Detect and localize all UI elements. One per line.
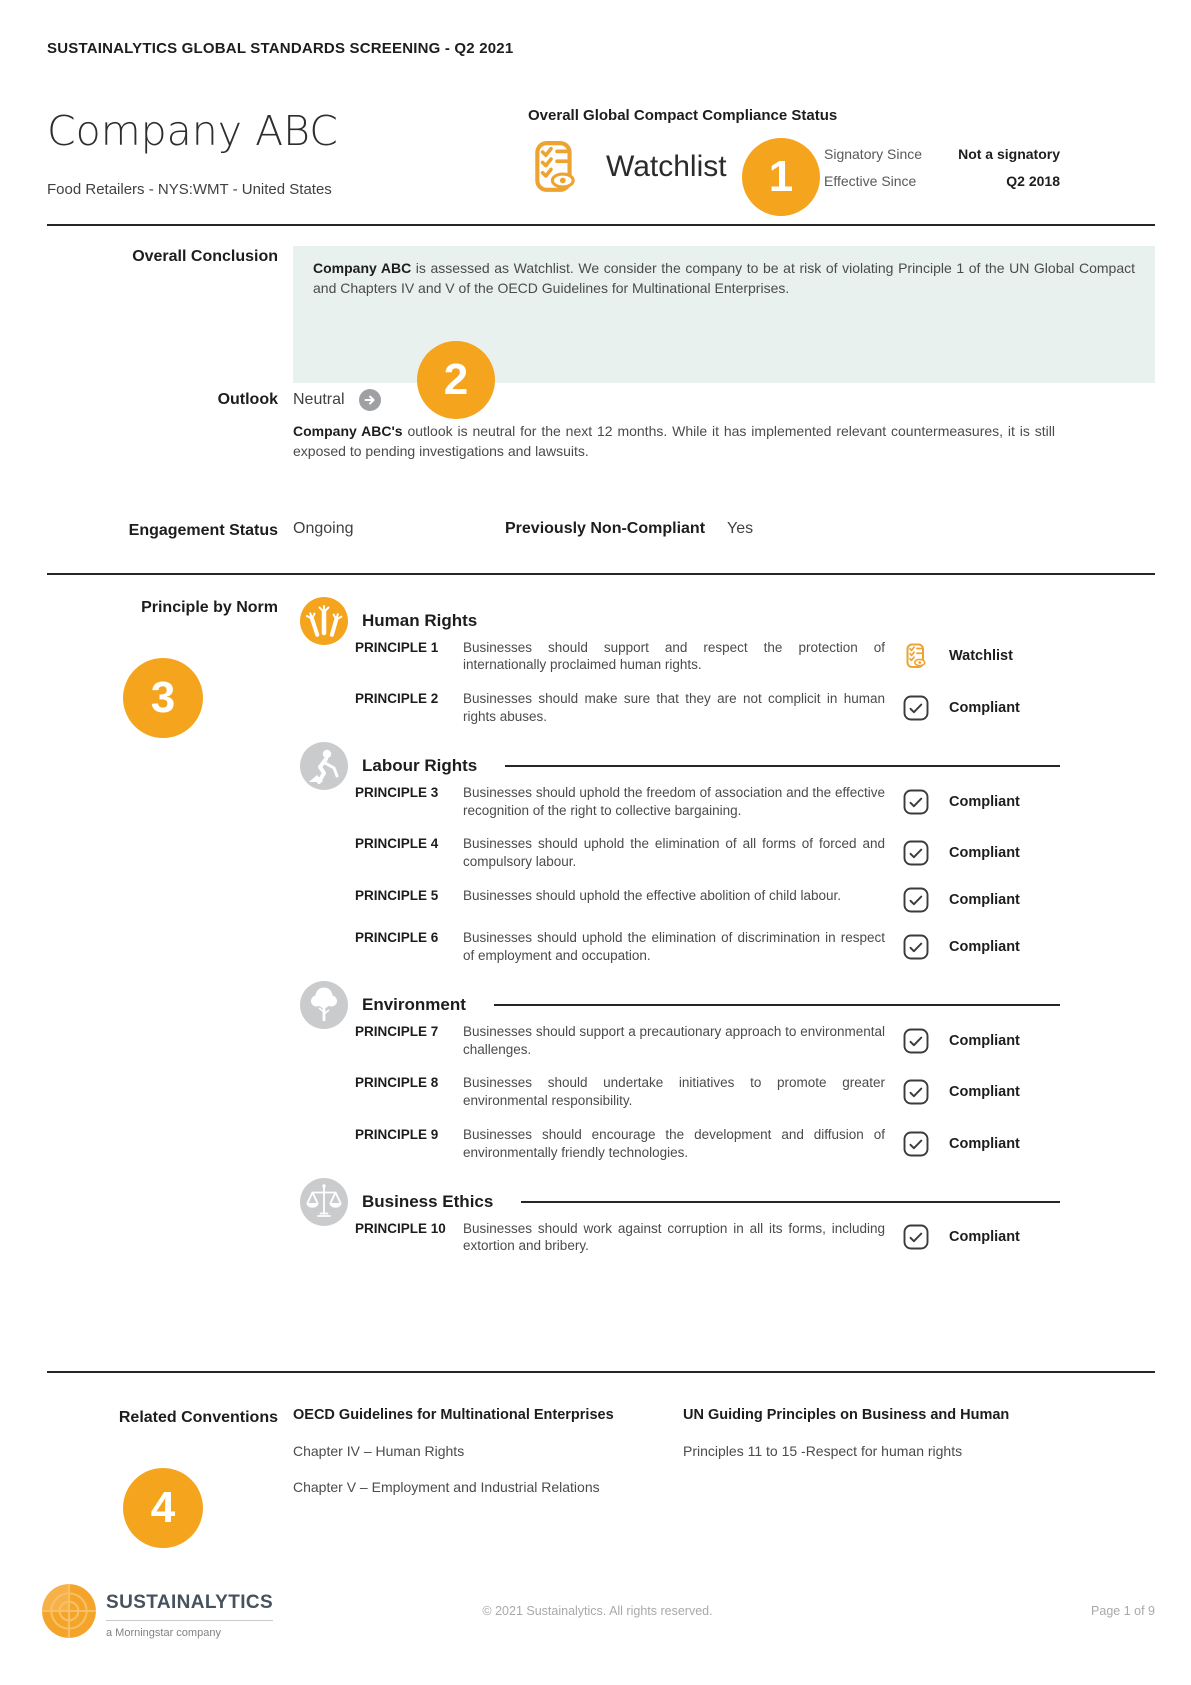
outlook-value: Neutral [293,391,345,408]
principle-status [903,1131,1060,1157]
divider [47,224,1155,226]
principle-id: PRINCIPLE 4 [355,836,439,852]
principle-group [293,981,1060,1162]
step-2-badge [417,341,495,419]
principle-id: PRINCIPLE 2 [355,691,439,707]
convention-item: Principles 11 to 15 -Respect for human rights [683,1443,963,1460]
status-label: Compliant [949,1229,1020,1246]
compliant-checkbox-icon [903,1131,929,1157]
compliant-checkbox-icon [903,1224,929,1250]
conclusion-company-name: Company ABC [313,260,412,276]
status-label: Compliant [949,938,1020,955]
principle-id: PRINCIPLE 10 [355,1220,446,1236]
principle-id: PRINCIPLE 1 [355,639,439,655]
badge-number: 2 [443,355,469,404]
status-label: Compliant [949,700,1020,717]
group-title: Business Ethics [362,1191,494,1211]
principle-description: Businesses should encourage the development and diffusion of environmentally friendly technologies. [463,1126,885,1160]
principle-status [903,695,1060,721]
outlook-label: Outlook [217,391,278,408]
step-3-badge [123,658,203,738]
principle-row [293,690,1060,726]
principle-status [903,934,1060,960]
status-label: Compliant [949,793,1020,810]
convention-title: UN Guiding Principles on Business and Human [683,1407,1010,1424]
outlook-company-name: Company ABC's [293,423,403,439]
principle-status [903,840,1060,866]
company-subtitle: Food Retailers - NYS:WMT - United States [47,181,332,198]
badge-number: 3 [150,673,176,722]
principle-group-header [293,597,1060,645]
engagement-status-label: Engagement Status [128,521,278,539]
principle-group [293,597,1060,726]
principle-description: Businesses should uphold the freedom of association and the effective recognition of the right to collective bargaining. [463,784,885,818]
effective-since-label: Effective Since [824,172,917,189]
principle-by-norm-section [47,597,1155,1272]
related-conventions-columns [293,1407,1155,1495]
principle-row [293,639,1060,675]
principle-id: PRINCIPLE 5 [355,888,439,904]
human-rights-icon [300,597,348,645]
convention-title: OECD Guidelines for Multinational Enterprises [293,1407,614,1424]
page-footer [40,1582,1155,1640]
principle-status [903,887,1060,913]
principle-status [903,1079,1060,1105]
principle-status [903,1224,1060,1250]
principle-group-header [293,742,1060,790]
company-name: Company ABC [47,107,338,155]
convention-column [683,1407,1155,1495]
watchlist-icon [903,643,929,669]
compliant-checkbox-icon [903,1028,929,1054]
related-conventions-label: Related Conventions [118,1409,278,1427]
divider [47,573,1155,575]
related-conventions-section [47,1407,1155,1495]
principles-list [293,597,1060,1256]
principle-description: Businesses should work against corruption in all its forms, including extortion and bribery. [463,1220,885,1254]
signatory-since-value: Not a signatory [958,145,1060,162]
outlook-paragraph [293,421,1055,462]
group-title: Human Rights [362,610,478,630]
principle-row [293,1074,1060,1110]
principle-group [293,742,1060,965]
principle-status [903,789,1060,815]
page-number: Page 1 of 9 [1091,1604,1155,1618]
logo-divider [106,1620,273,1621]
compliant-checkbox-icon [903,887,929,913]
labour-rights-icon [300,742,348,790]
principle-description: Businesses should support and respect the protection of internationally proclaimed human rights. [463,639,885,673]
convention-item: Chapter V – Employment and Industrial Relations [293,1479,600,1496]
status-label: Compliant [949,1032,1020,1049]
signatory-since-label: Signatory Since [824,145,923,162]
principle-id: PRINCIPLE 8 [355,1075,439,1091]
compliance-status-value: Watchlist [606,150,727,183]
principle-row [293,887,1060,913]
business-ethics-icon [300,1178,348,1226]
group-divider [505,765,1060,767]
compliant-checkbox-icon [903,789,929,815]
overall-conclusion-section [47,246,1155,383]
group-divider [521,1201,1060,1203]
principle-group [293,1178,1060,1256]
company-header [47,107,1155,201]
group-divider [494,1004,1060,1006]
logo-tagline: a Morningstar company [106,1627,221,1639]
status-label: Compliant [949,1135,1020,1152]
previously-non-compliant-label: Previously Non-Compliant [505,519,706,537]
status-label: Compliant [949,892,1020,909]
principle-by-norm-label: Principle by Norm [141,598,278,616]
badge-number: 1 [768,152,794,201]
compliance-status-title: Overall Global Compact Compliance Status [528,107,838,124]
divider [47,1371,1155,1373]
step-1-badge [742,138,820,216]
convention-item: Chapter IV – Human Rights [293,1443,465,1460]
convention-column [293,1407,683,1495]
principle-description: Businesses should uphold the effective abolition of child labour. [463,888,842,904]
group-title: Environment [362,994,466,1014]
principle-status [903,643,1060,669]
compliant-checkbox-icon [903,840,929,866]
engagement-status-value: Ongoing [293,519,354,537]
watchlist-icon [528,140,582,194]
principle-description: Businesses should undertake initiatives to promote greater environmental responsibility. [463,1075,885,1109]
principle-description: Businesses should support a precautionary approach to environmental challenges. [463,1023,885,1057]
engagement-section [47,520,1155,540]
status-label: Compliant [949,845,1020,862]
status-label: Compliant [949,1084,1020,1101]
outlook-section [47,389,1155,462]
step-4-badge [123,1468,203,1548]
previously-non-compliant-value: Yes [727,519,754,537]
group-title: Labour Rights [362,755,478,775]
principle-row [293,1023,1060,1059]
overall-conclusion-label: Overall Conclusion [132,248,278,265]
principle-row [293,784,1060,820]
principle-id: PRINCIPLE 7 [355,1023,439,1039]
effective-since-value: Q2 2018 [1006,172,1060,189]
principle-group-header [293,1178,1060,1226]
compliant-checkbox-icon [903,695,929,721]
environment-icon [300,981,348,1029]
principle-description: Businesses should uphold the elimination of all forms of forced and compulsory labour. [463,836,885,870]
conclusion-text: is assessed as Watchlist. We consider the company to be at risk of violating Principle 1 of the UN Global Compact and Chapters IV and V of the OECD Guidelines for Multinational Enterprises. [313,260,1135,297]
principle-id: PRINCIPLE 3 [355,784,439,800]
principle-group-header [293,981,1060,1029]
principle-row [293,835,1060,871]
principle-id: PRINCIPLE 6 [355,930,439,946]
document-title: SUSTAINALYTICS GLOBAL STANDARDS SCREENING - Q2 2021 [47,40,514,57]
logo-wordmark: SUSTAINALYTICS [106,1592,274,1613]
compliant-checkbox-icon [903,1079,929,1105]
copyright-text: © 2021 Sustainalytics. All rights reserved. [482,1604,713,1618]
signatory-block [824,146,1060,189]
compliant-checkbox-icon [903,934,929,960]
principle-row [293,929,1060,965]
status-label: Watchlist [949,648,1013,665]
principle-status [903,1028,1060,1054]
outlook-text: outlook is neutral for the next 12 months. While it has implemented relevant countermeasures, it is still exposed to pending investigations and lawsuits. [293,423,1055,460]
principle-description: Businesses should uphold the elimination of discrimination in respect of employment and occupation. [463,930,885,963]
principle-row [293,1126,1060,1162]
principle-description: Businesses should make sure that they are not complicit in human rights abuses. [463,691,885,725]
principle-row [293,1220,1060,1256]
principle-id: PRINCIPLE 9 [355,1126,439,1142]
badge-number: 4 [150,1483,176,1532]
right-arrow-icon [359,389,381,411]
